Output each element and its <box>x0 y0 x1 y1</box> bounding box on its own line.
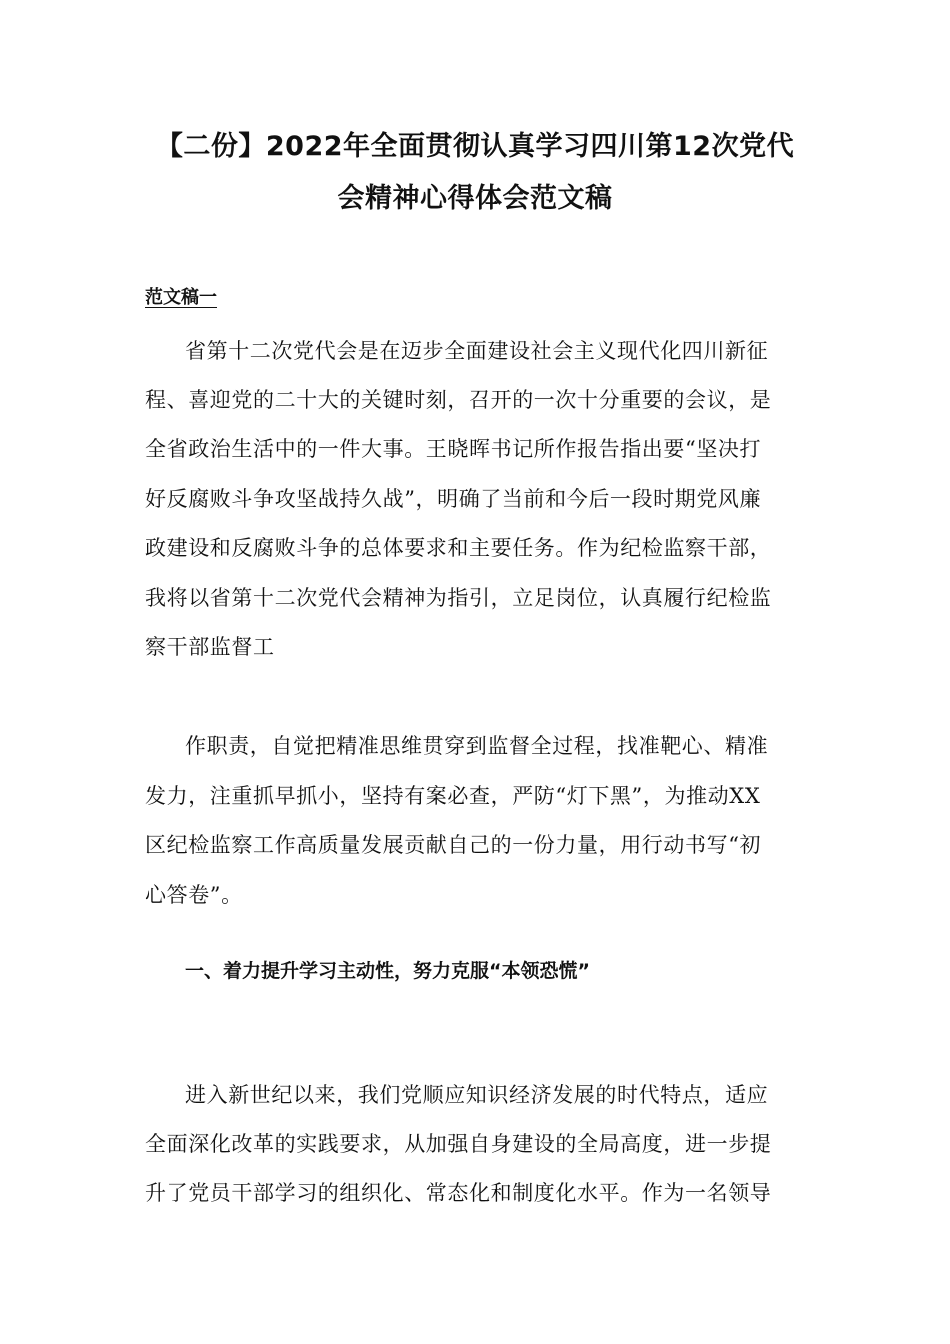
section-label: 范文稿一 <box>145 287 217 308</box>
paragraph3-line: 升了党员干部学习的组织化、常态化和制度化水平。作为一名领导 <box>145 1181 772 1205</box>
paragraph1-line: 我将以省第十二次党代会精神为指引，立足岗位，认真履行纪检监 <box>145 586 772 610</box>
paragraph2-line: 心答卷”。 <box>145 883 243 907</box>
paragraph2-line: 发力，注重抓早抓小，坚持有案必查，严防“灯下黑”，为推动XX <box>145 784 761 808</box>
paragraph1-line: 察干部监督工 <box>145 635 275 659</box>
paragraph1-line: 程、喜迎党的二十大的关键时刻，召开的一次十分重要的会议，是 <box>145 388 772 412</box>
paragraph1-line: 好反腐败斗争攻坚战持久战”，明确了当前和今后一段时期党风廉 <box>145 487 762 511</box>
document-title-line-2: 会精神心得体会范文稿 <box>337 183 613 214</box>
paragraph1-line: 省第十二次党代会是在迈步全面建设社会主义现代化四川新征 <box>185 339 769 363</box>
paragraph3-line: 进入新世纪以来，我们党顺应知识经济发展的时代特点，适应 <box>185 1083 769 1107</box>
paragraph1-line: 政建设和反腐败斗争的总体要求和主要任务。作为纪检监察干部， <box>145 536 772 560</box>
document-title-line-1: 【二份】2022年全面贯彻认真学习四川第12次党代 <box>155 131 795 162</box>
section-heading-1: 一、着力提升学习主动性，努力克服“本领恐慌” <box>185 960 590 982</box>
paragraph2-line: 区纪检监察工作高质量发展贡献自己的一份力量，用行动书写“初 <box>145 833 762 857</box>
paragraph2-line: 作职责，自觉把精准思维贯穿到监督全过程，找准靶心、精准 <box>185 734 769 758</box>
paragraph1-line: 全省政治生活中的一件大事。王晓晖书记所作报告指出要“坚决打 <box>145 437 762 461</box>
paragraph3-line: 全面深化改革的实践要求，从加强自身建设的全局高度，进一步提 <box>145 1132 772 1156</box>
